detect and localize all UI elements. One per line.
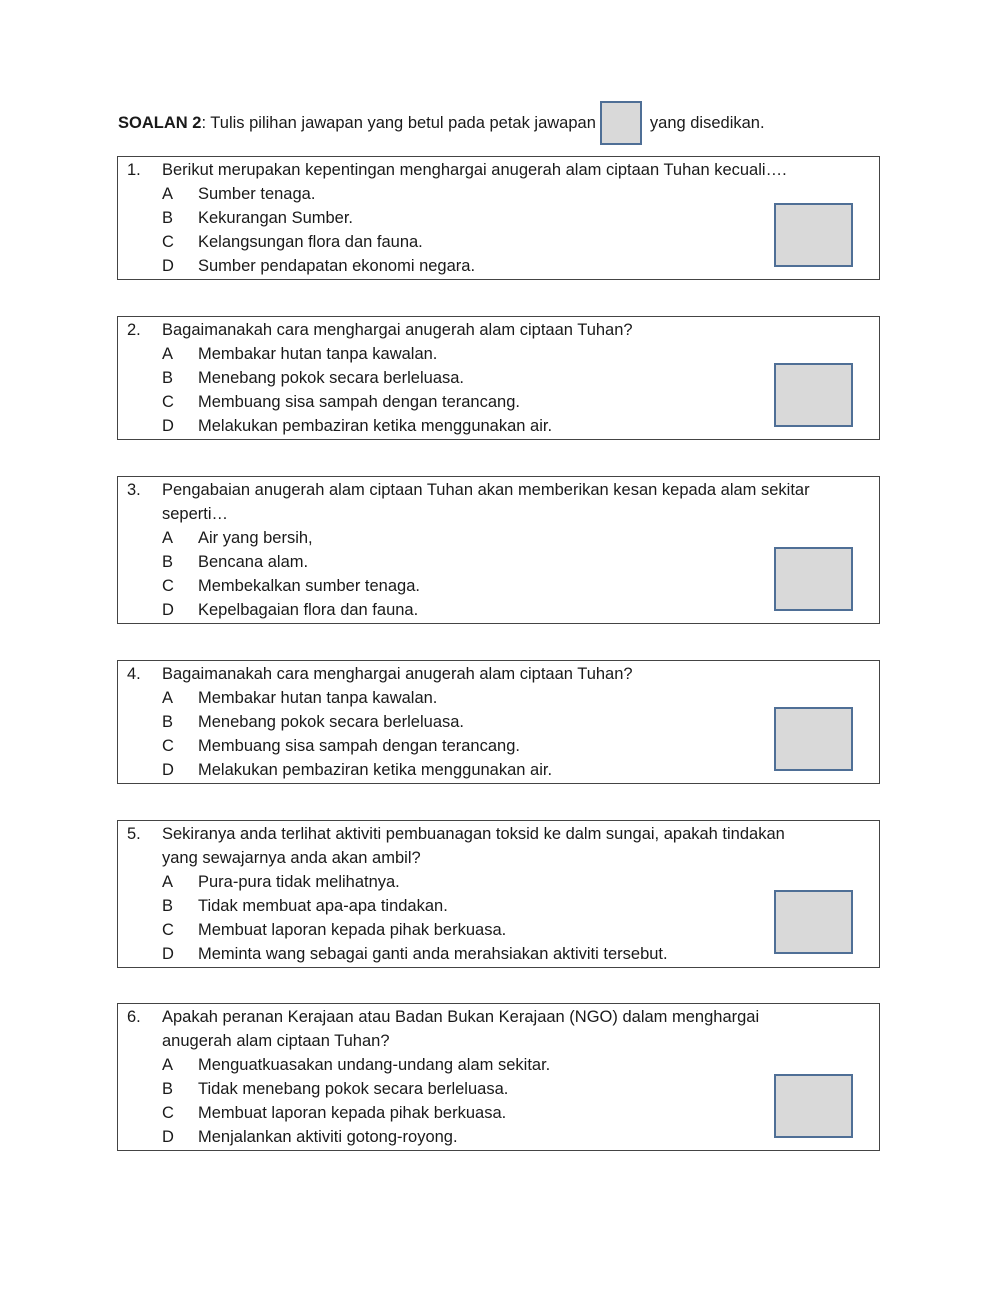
option-letter: B bbox=[162, 209, 174, 227]
answer-box-6[interactable] bbox=[774, 1074, 853, 1138]
question-text: Apakah peranan Kerajaan atau Badan Bukan Kerajaan (NGO) dalam menghargai bbox=[162, 1008, 760, 1026]
answer-box-5[interactable] bbox=[774, 890, 853, 954]
option-text: Membuat laporan kepada pihak berkuasa. bbox=[198, 921, 507, 939]
question-text-continued: seperti… bbox=[162, 505, 229, 523]
option-text: Tidak membuat apa-apa tindakan. bbox=[198, 897, 448, 915]
option-text: Menguatkuasakan undang-undang alam sekitar. bbox=[198, 1056, 551, 1074]
option-letter: C bbox=[162, 577, 174, 595]
option-text: Membuang sisa sampah dengan terancang. bbox=[198, 393, 520, 411]
option-text: Tidak menebang pokok secara berleluasa. bbox=[198, 1080, 509, 1098]
option-text: Menjalankan aktiviti gotong-royong. bbox=[198, 1128, 458, 1146]
question-text-continued: anugerah alam ciptaan Tuhan? bbox=[162, 1032, 390, 1050]
option-letter: A bbox=[162, 345, 174, 363]
question-text-continued: yang sewajarnya anda akan ambil? bbox=[162, 849, 421, 867]
option-text: Melakukan pembaziran ketika menggunakan air. bbox=[198, 417, 553, 435]
question-5 bbox=[117, 820, 880, 968]
option-text: Kepelbagaian flora dan fauna. bbox=[198, 601, 419, 619]
option-letter: C bbox=[162, 393, 174, 411]
question-text: Berikut merupakan kepentingan menghargai anugerah alam ciptaan Tuhan kecuali…. bbox=[162, 161, 787, 179]
question-number: 6. bbox=[127, 1008, 141, 1026]
instruction-header bbox=[118, 100, 765, 146]
answer-box-4[interactable] bbox=[774, 707, 853, 771]
option-text: Sumber pendapatan ekonomi negara. bbox=[198, 257, 476, 275]
option-text: Kelangsungan flora dan fauna. bbox=[198, 233, 423, 251]
sample-answer-box bbox=[600, 101, 642, 145]
option-text: Sumber tenaga. bbox=[198, 185, 316, 203]
option-text: Membakar hutan tanpa kawalan. bbox=[198, 689, 438, 707]
option-letter: A bbox=[162, 873, 174, 891]
option-letter: B bbox=[162, 1080, 174, 1098]
option-text: Membuat laporan kepada pihak berkuasa. bbox=[198, 1104, 507, 1122]
option-text: Melakukan pembaziran ketika menggunakan air. bbox=[198, 761, 553, 779]
question-3 bbox=[117, 476, 880, 624]
answer-box-1[interactable] bbox=[774, 203, 853, 267]
option-letter: D bbox=[162, 1128, 174, 1146]
option-letter: D bbox=[162, 417, 174, 435]
option-letter: A bbox=[162, 185, 174, 203]
option-letter: A bbox=[162, 689, 174, 707]
question-text: Sekiranya anda terlihat aktiviti pembuanagan toksid ke dalm sungai, apakah tindakan bbox=[162, 825, 785, 843]
option-letter: B bbox=[162, 553, 174, 571]
instruction-text: : Tulis pilihan jawapan yang betul pada petak jawapan bbox=[201, 113, 596, 132]
option-letter: C bbox=[162, 737, 174, 755]
option-letter: D bbox=[162, 257, 174, 275]
instruction-suffix: yang disedikan. bbox=[649, 113, 765, 132]
option-text: Membakar hutan tanpa kawalan. bbox=[198, 345, 438, 363]
section-label: SOALAN 2 bbox=[118, 113, 202, 132]
question-number: 4. bbox=[127, 665, 141, 683]
answer-box-2[interactable] bbox=[774, 363, 853, 427]
option-text: Menebang pokok secara berleluasa. bbox=[198, 369, 465, 387]
question-2 bbox=[117, 316, 880, 440]
question-text: Bagaimanakah cara menghargai anugerah alam ciptaan Tuhan? bbox=[162, 665, 633, 683]
question-6 bbox=[117, 1003, 880, 1151]
option-letter: D bbox=[162, 945, 174, 963]
question-text: Pengabaian anugerah alam ciptaan Tuhan akan memberikan kesan kepada alam sekitar bbox=[162, 481, 810, 499]
option-letter: A bbox=[162, 529, 174, 547]
option-letter: B bbox=[162, 369, 174, 387]
question-number: 3. bbox=[127, 481, 141, 499]
option-letter: D bbox=[162, 761, 174, 779]
option-letter: B bbox=[162, 897, 174, 915]
option-letter: B bbox=[162, 713, 174, 731]
question-number: 1. bbox=[127, 161, 141, 179]
option-text: Kekurangan Sumber. bbox=[198, 209, 354, 227]
option-text: Menebang pokok secara berleluasa. bbox=[198, 713, 465, 731]
option-text: Meminta wang sebagai ganti anda merahsiakan aktiviti tersebut. bbox=[198, 945, 668, 963]
option-text: Membuang sisa sampah dengan terancang. bbox=[198, 737, 520, 755]
answer-box-3[interactable] bbox=[774, 547, 853, 611]
option-letter: D bbox=[162, 601, 174, 619]
option-text: Air yang bersih, bbox=[198, 529, 313, 547]
question-number: 5. bbox=[127, 825, 141, 843]
option-letter: C bbox=[162, 921, 174, 939]
option-letter: C bbox=[162, 1104, 174, 1122]
question-1 bbox=[117, 156, 880, 280]
option-letter: C bbox=[162, 233, 174, 251]
option-text: Membekalkan sumber tenaga. bbox=[198, 577, 420, 595]
option-text: Bencana alam. bbox=[198, 553, 309, 571]
question-text: Bagaimanakah cara menghargai anugerah alam ciptaan Tuhan? bbox=[162, 321, 633, 339]
option-letter: A bbox=[162, 1056, 174, 1074]
question-number: 2. bbox=[127, 321, 141, 339]
question-4 bbox=[117, 660, 880, 784]
option-text: Pura-pura tidak melihatnya. bbox=[198, 873, 400, 891]
